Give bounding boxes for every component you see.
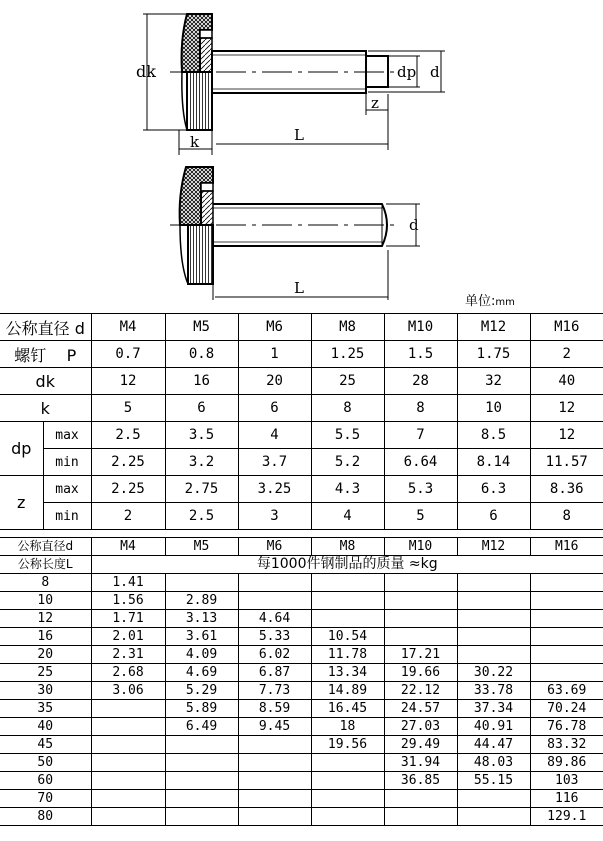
size-cell: M6	[238, 314, 311, 341]
length-cell: 40	[0, 718, 91, 736]
label-d-2: d	[409, 216, 419, 234]
mass-value-cell: 10.54	[311, 628, 384, 646]
table-row	[0, 718, 603, 736]
mass-value-cell	[384, 808, 457, 826]
mass-value-cell: 1.56	[91, 592, 165, 610]
mass-value-cell: 6.87	[238, 664, 311, 682]
sub-label-max: max	[43, 476, 91, 503]
length-cell: 30	[0, 682, 91, 700]
mass-value-cell: 4.09	[165, 646, 238, 664]
mass-value-cell: 30.22	[457, 664, 530, 682]
value-cell: 4	[311, 503, 384, 530]
label-dk: dk	[136, 62, 156, 81]
mass-value-cell: 37.34	[457, 700, 530, 718]
table-row-size	[0, 314, 603, 341]
table-row	[0, 790, 603, 808]
length-cell: 45	[0, 736, 91, 754]
mass-value-cell	[238, 592, 311, 610]
mass-value-cell: 116	[530, 790, 603, 808]
table-row-dp-min	[0, 449, 603, 476]
mass-value-cell: 1.41	[91, 574, 165, 592]
dimensions-table	[0, 313, 603, 530]
mass-value-cell	[384, 610, 457, 628]
mass-value-cell: 4.64	[238, 610, 311, 628]
table-row	[0, 592, 603, 610]
mass-value-cell	[457, 628, 530, 646]
mass-value-cell: 55.15	[457, 772, 530, 790]
value-cell: 3	[238, 503, 311, 530]
value-cell: 1	[238, 341, 311, 368]
value-cell: 10	[457, 395, 530, 422]
mass-value-cell: 76.78	[530, 718, 603, 736]
table-row	[0, 754, 603, 772]
table-row-z-max	[0, 476, 603, 503]
value-cell: 6.64	[384, 449, 457, 476]
size-cell: M8	[311, 538, 384, 556]
mass-value-cell: 83.32	[530, 736, 603, 754]
mass-value-cell: 3.61	[165, 628, 238, 646]
value-cell: 3.25	[238, 476, 311, 503]
size-cell: M10	[384, 538, 457, 556]
mass-value-cell	[384, 574, 457, 592]
mass-value-cell	[91, 718, 165, 736]
sub-label-max: max	[43, 422, 91, 449]
mass-value-cell	[530, 664, 603, 682]
value-cell: 6	[165, 395, 238, 422]
mass-value-cell: 2.31	[91, 646, 165, 664]
mass-value-cell: 6.02	[238, 646, 311, 664]
header-nominal-diameter: 公称直径 d	[0, 314, 91, 341]
value-cell: 11.57	[530, 449, 603, 476]
mass-value-cell	[238, 808, 311, 826]
mass-value-cell	[238, 772, 311, 790]
mass-value-cell	[311, 610, 384, 628]
table-row-z-min	[0, 503, 603, 530]
value-cell: 4.3	[311, 476, 384, 503]
row-label-dp: dp	[0, 422, 43, 476]
mass-value-cell: 2.89	[165, 592, 238, 610]
size-cell: M6	[238, 538, 311, 556]
value-cell: 2.5	[91, 422, 165, 449]
size-cell: M12	[457, 538, 530, 556]
value-cell: 8.5	[457, 422, 530, 449]
mass-value-cell: 5.33	[238, 628, 311, 646]
mass-value-cell	[457, 592, 530, 610]
mass-header-row	[0, 538, 603, 556]
mass-value-cell	[91, 808, 165, 826]
mass-value-cell	[238, 736, 311, 754]
length-cell: 20	[0, 646, 91, 664]
mass-value-cell: 19.66	[384, 664, 457, 682]
mass-value-cell	[457, 646, 530, 664]
mass-value-cell: 3.13	[165, 610, 238, 628]
table-row	[0, 772, 603, 790]
value-cell: 5	[384, 503, 457, 530]
table-row-dk	[0, 368, 603, 395]
value-cell: 2.25	[91, 449, 165, 476]
table-row-pitch	[0, 341, 603, 368]
value-cell: 5.2	[311, 449, 384, 476]
value-cell: 1.5	[384, 341, 457, 368]
mass-value-cell: 7.73	[238, 682, 311, 700]
mass-note: 每1000件钢制品的质量 ≈kg	[91, 556, 603, 574]
unit-label: 单位:mm	[465, 294, 515, 309]
length-cell: 10	[0, 592, 91, 610]
mass-value-cell	[384, 790, 457, 808]
value-cell: 25	[311, 368, 384, 395]
length-cell: 16	[0, 628, 91, 646]
value-cell: 2	[530, 341, 603, 368]
mass-value-cell: 14.89	[311, 682, 384, 700]
value-cell: 7	[384, 422, 457, 449]
table-row	[0, 628, 603, 646]
mass-value-cell: 2.01	[91, 628, 165, 646]
value-cell: 8	[311, 395, 384, 422]
mass-value-cell: 11.78	[311, 646, 384, 664]
sub-label-min: min	[43, 449, 91, 476]
mass-value-cell	[457, 574, 530, 592]
table-row	[0, 700, 603, 718]
value-cell: 8.14	[457, 449, 530, 476]
value-cell: 8.36	[530, 476, 603, 503]
mass-value-cell: 19.56	[311, 736, 384, 754]
label-z: z	[371, 94, 379, 112]
length-cell: 25	[0, 664, 91, 682]
mass-value-cell: 2.68	[91, 664, 165, 682]
mass-value-cell	[311, 574, 384, 592]
mass-value-cell	[165, 574, 238, 592]
table-row	[0, 682, 603, 700]
value-cell: 2	[91, 503, 165, 530]
value-cell: 0.8	[165, 341, 238, 368]
mass-value-cell: 27.03	[384, 718, 457, 736]
header-nominal-length: 公称长度L	[0, 556, 91, 574]
mass-value-cell	[457, 808, 530, 826]
value-cell: 20	[238, 368, 311, 395]
mass-value-cell: 36.85	[384, 772, 457, 790]
mass-value-cell	[311, 808, 384, 826]
mass-value-cell: 16.45	[311, 700, 384, 718]
value-cell: 12	[530, 422, 603, 449]
value-cell: 4	[238, 422, 311, 449]
mass-value-cell	[91, 790, 165, 808]
value-cell: 2.5	[165, 503, 238, 530]
mass-value-cell	[457, 790, 530, 808]
mass-value-cell	[311, 772, 384, 790]
row-label-z: z	[0, 476, 43, 530]
mass-value-cell: 63.69	[530, 682, 603, 700]
header-nominal-diameter: 公称直径d	[0, 538, 91, 556]
size-cell: M16	[530, 538, 603, 556]
mass-value-cell	[91, 772, 165, 790]
mass-value-cell: 6.49	[165, 718, 238, 736]
mass-value-cell: 89.86	[530, 754, 603, 772]
row-label-pitch: 螺钉 P	[0, 341, 91, 368]
mass-value-cell: 5.89	[165, 700, 238, 718]
table-row	[0, 664, 603, 682]
mass-subheader-row	[0, 556, 603, 574]
length-cell: 70	[0, 790, 91, 808]
value-cell: 3.5	[165, 422, 238, 449]
value-cell: 12	[91, 368, 165, 395]
mass-value-cell	[165, 754, 238, 772]
label-L: L	[294, 126, 304, 144]
mass-value-cell	[165, 736, 238, 754]
value-cell: 1.75	[457, 341, 530, 368]
table-row	[0, 574, 603, 592]
mass-value-cell	[311, 592, 384, 610]
mass-value-cell	[91, 700, 165, 718]
row-label-dk: dk	[0, 368, 91, 395]
table-row	[0, 610, 603, 628]
mass-value-cell	[91, 736, 165, 754]
label-dp: dp	[397, 63, 417, 81]
mass-value-cell	[311, 754, 384, 772]
mass-value-cell	[238, 574, 311, 592]
mass-value-cell	[530, 592, 603, 610]
value-cell: 3.7	[238, 449, 311, 476]
value-cell: 2.25	[91, 476, 165, 503]
value-cell: 5.3	[384, 476, 457, 503]
value-cell: 6	[238, 395, 311, 422]
value-cell: 3.2	[165, 449, 238, 476]
value-cell: 2.75	[165, 476, 238, 503]
value-cell: 8	[384, 395, 457, 422]
value-cell: 0.7	[91, 341, 165, 368]
mass-value-cell	[530, 628, 603, 646]
mass-value-cell	[530, 610, 603, 628]
mass-value-cell: 33.78	[457, 682, 530, 700]
mass-value-cell: 17.21	[384, 646, 457, 664]
mass-value-cell: 29.49	[384, 736, 457, 754]
mass-value-cell	[238, 754, 311, 772]
length-cell: 35	[0, 700, 91, 718]
mass-value-cell: 44.47	[457, 736, 530, 754]
value-cell: 32	[457, 368, 530, 395]
label-k: k	[190, 133, 200, 151]
row-label-k: k	[0, 395, 91, 422]
size-cell: M4	[91, 314, 165, 341]
mass-value-cell	[91, 754, 165, 772]
value-cell: 5.5	[311, 422, 384, 449]
mass-value-cell: 70.24	[530, 700, 603, 718]
mass-value-cell	[530, 646, 603, 664]
value-cell: 28	[384, 368, 457, 395]
mass-value-cell: 31.94	[384, 754, 457, 772]
sub-label-min: min	[43, 503, 91, 530]
value-cell: 5	[91, 395, 165, 422]
size-cell: M12	[457, 314, 530, 341]
mass-value-cell: 22.12	[384, 682, 457, 700]
size-cell: M8	[311, 314, 384, 341]
mass-value-cell	[165, 772, 238, 790]
length-cell: 12	[0, 610, 91, 628]
size-cell: M5	[165, 314, 238, 341]
length-cell: 50	[0, 754, 91, 772]
table-row	[0, 808, 603, 826]
size-cell: M16	[530, 314, 603, 341]
mass-table	[0, 537, 603, 826]
size-cell: M10	[384, 314, 457, 341]
mass-value-cell	[165, 790, 238, 808]
mass-value-cell: 18	[311, 718, 384, 736]
mass-value-cell: 103	[530, 772, 603, 790]
table-row	[0, 646, 603, 664]
mass-value-cell: 8.59	[238, 700, 311, 718]
length-cell: 80	[0, 808, 91, 826]
mass-value-cell: 1.71	[91, 610, 165, 628]
size-cell: M4	[91, 538, 165, 556]
value-cell: 6	[457, 503, 530, 530]
mass-value-cell: 48.03	[457, 754, 530, 772]
value-cell: 16	[165, 368, 238, 395]
mass-value-cell	[165, 808, 238, 826]
mass-value-cell	[311, 790, 384, 808]
value-cell: 6.3	[457, 476, 530, 503]
table-row	[0, 736, 603, 754]
size-cell: M5	[165, 538, 238, 556]
mass-value-cell	[384, 628, 457, 646]
mass-value-cell: 129.1	[530, 808, 603, 826]
mass-value-cell	[238, 790, 311, 808]
table-row-k	[0, 395, 603, 422]
value-cell: 1.25	[311, 341, 384, 368]
label-d: d	[430, 63, 440, 81]
screw-technical-drawing	[0, 0, 603, 300]
mass-value-cell: 3.06	[91, 682, 165, 700]
mass-value-cell: 24.57	[384, 700, 457, 718]
label-L-2: L	[294, 279, 304, 297]
table-row-dp-max	[0, 422, 603, 449]
value-cell: 12	[530, 395, 603, 422]
mass-value-cell: 13.34	[311, 664, 384, 682]
mass-value-cell: 40.91	[457, 718, 530, 736]
mass-value-cell: 4.69	[165, 664, 238, 682]
mass-value-cell	[457, 610, 530, 628]
length-cell: 60	[0, 772, 91, 790]
length-cell: 8	[0, 574, 91, 592]
mass-value-cell	[384, 592, 457, 610]
mass-value-cell: 9.45	[238, 718, 311, 736]
value-cell: 40	[530, 368, 603, 395]
mass-value-cell: 5.29	[165, 682, 238, 700]
value-cell: 8	[530, 503, 603, 530]
mass-value-cell	[530, 574, 603, 592]
